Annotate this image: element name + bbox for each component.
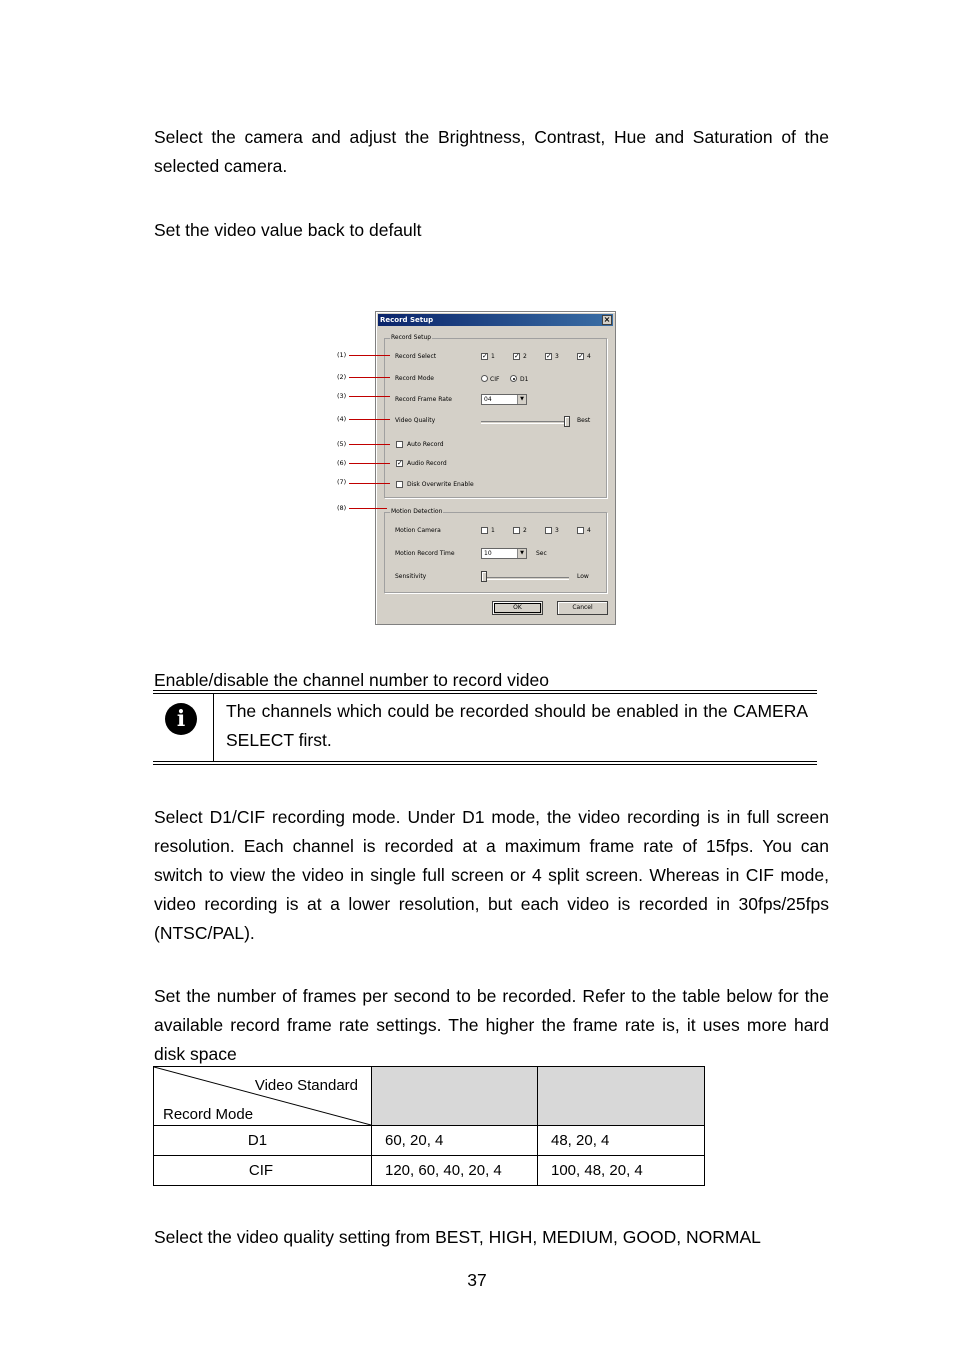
motion-camera-1-label: 1 [491,527,495,534]
video-quality-slider[interactable] [564,416,570,427]
row-ntsc: 120, 60, 40, 20, 4 [372,1156,538,1186]
frame-rate-select[interactable]: 04 ▼ [481,394,527,405]
camera-adjust-text: Select the camera and adjust the Brightness, Contrast, Hue and Saturation of the selected camera. [154,127,829,176]
motion-camera-3-label: 3 [555,527,559,534]
callout-2: (2) [337,373,347,381]
callout-line [349,355,390,356]
mode-cif-label: CIF [490,376,500,383]
motion-camera-label: Motion Camera [395,527,441,534]
mode-cif-radio[interactable] [481,375,488,382]
table-row [154,1156,705,1186]
record-select-1-checkbox[interactable]: ✓ [482,352,488,360]
motion-time-select[interactable]: 10 ▼ [481,548,527,559]
row-pal: 100, 48, 20, 4 [538,1156,705,1186]
sensitivity-track [481,577,569,580]
header-record-mode: Record Mode [163,1106,254,1123]
record-setup-group-label: Record Setup [391,334,432,341]
record-mode-text: Select D1/CIF recording mode. Under D1 mode, the video recording is in full screen resolution. Each channel is recorded at a maximum frame rate of 15fps. You can switch to view the video in single full screen or 4 split screen. Whereas in CIF mode, video recording is at a lower resolution, but each video is recorded in 30fps/25fps (NTSC/PAL). [154,807,829,943]
auto-record-label: Auto Record [407,441,444,448]
callout-8: (8) [337,504,347,512]
audio-record-checkbox[interactable]: ✓ [397,459,403,467]
motion-camera-4-label: 4 [587,527,591,534]
callout-3: (3) [337,392,347,400]
frame-rate-table [153,1066,705,1186]
video-quality-text: Select the video quality setting from BEST, HIGH, MEDIUM, GOOD, NORMAL [154,1227,761,1247]
motion-camera-3-checkbox[interactable] [545,527,552,534]
sensitivity-label: Sensitivity [395,573,427,580]
frame-rate-text: Set the number of frames per second to be recorded. Refer to the table below for the available record frame rate settings. The higher the frame rate is, it uses more hard disk space [154,986,829,1064]
table-row [154,1126,705,1156]
motion-camera-2-label: 2 [523,527,527,534]
header-video-standard: Video Standard [254,1077,358,1094]
callout-line [349,396,390,397]
record-select-1-label: 1 [491,353,495,360]
diagonal-header-cell [154,1067,372,1126]
disk-overwrite-checkbox[interactable] [396,481,403,488]
row-pal: 48, 20, 4 [538,1126,705,1156]
callout-7: (7) [337,478,347,486]
ok-button[interactable]: OK [492,601,543,615]
note-rule [153,693,817,694]
default-text: Set the video value back to default [154,220,422,240]
mode-d1-label: D1 [520,376,529,383]
frame-rate-label: Record Frame Rate [395,396,452,403]
audio-record-label: Audio Record [407,460,447,467]
note-rule [153,761,817,762]
record-select-4-label: 4 [587,353,591,360]
motion-camera-2-checkbox[interactable] [513,527,520,534]
record-mode-label: Record Mode [395,375,434,382]
motion-camera-1-checkbox[interactable] [481,527,488,534]
callout-line [349,483,390,484]
note-divider [213,694,214,762]
motion-camera-4-checkbox[interactable] [577,527,584,534]
callout-line [349,463,390,464]
disk-overwrite-label: Disk Overwrite Enable [407,481,474,488]
cancel-button[interactable]: Cancel [557,601,608,615]
record-select-3-checkbox[interactable]: ✓ [546,352,552,360]
video-quality-track [481,421,569,424]
row-mode: CIF [154,1156,372,1186]
row-mode: D1 [154,1126,372,1156]
sensitivity-value: Low [577,573,589,580]
record-select-3-label: 3 [555,353,559,360]
callout-line [349,508,387,509]
table-header-row [154,1067,705,1126]
mode-d1-radio[interactable] [510,375,517,382]
page-number: 37 [467,1270,487,1290]
callout-1: (1) [337,351,347,359]
chevron-down-icon[interactable]: ▼ [517,549,526,558]
auto-record-checkbox[interactable] [396,441,403,448]
record-setup-dialog [375,311,616,625]
video-quality-value: Best [577,417,591,424]
callout-line [349,419,390,420]
callout-line [349,444,390,445]
sensitivity-slider[interactable] [481,571,487,582]
note-rule [153,690,817,691]
note-rule [153,764,817,765]
record-select-2-checkbox[interactable]: ✓ [514,352,520,360]
record-select-text: Enable/disable the channel number to record video [154,670,549,690]
record-select-label: Record Select [395,353,437,360]
chevron-down-icon[interactable]: ▼ [517,395,526,404]
note-text: The channels which could be recorded should be enabled in the CAMERA SELECT first. [226,701,808,750]
callout-line [349,377,390,378]
close-icon[interactable]: × [603,315,611,324]
callout-4: (4) [337,415,347,423]
callout-5: (5) [337,440,347,448]
row-ntsc: 60, 20, 4 [372,1126,538,1156]
record-select-2-label: 2 [523,353,527,360]
callout-6: (6) [337,459,347,467]
dialog-title: Record Setup × [378,314,613,326]
header-ntsc-cell [372,1067,538,1126]
info-icon: i [165,703,197,735]
record-select-4-checkbox[interactable]: ✓ [578,352,584,360]
video-quality-label: Video Quality [395,417,436,424]
motion-time-label: Motion Record Time [395,550,455,557]
motion-time-unit: Sec [536,550,547,557]
header-pal-cell [538,1067,705,1126]
motion-detection-group-label: Motion Detection [391,508,443,515]
